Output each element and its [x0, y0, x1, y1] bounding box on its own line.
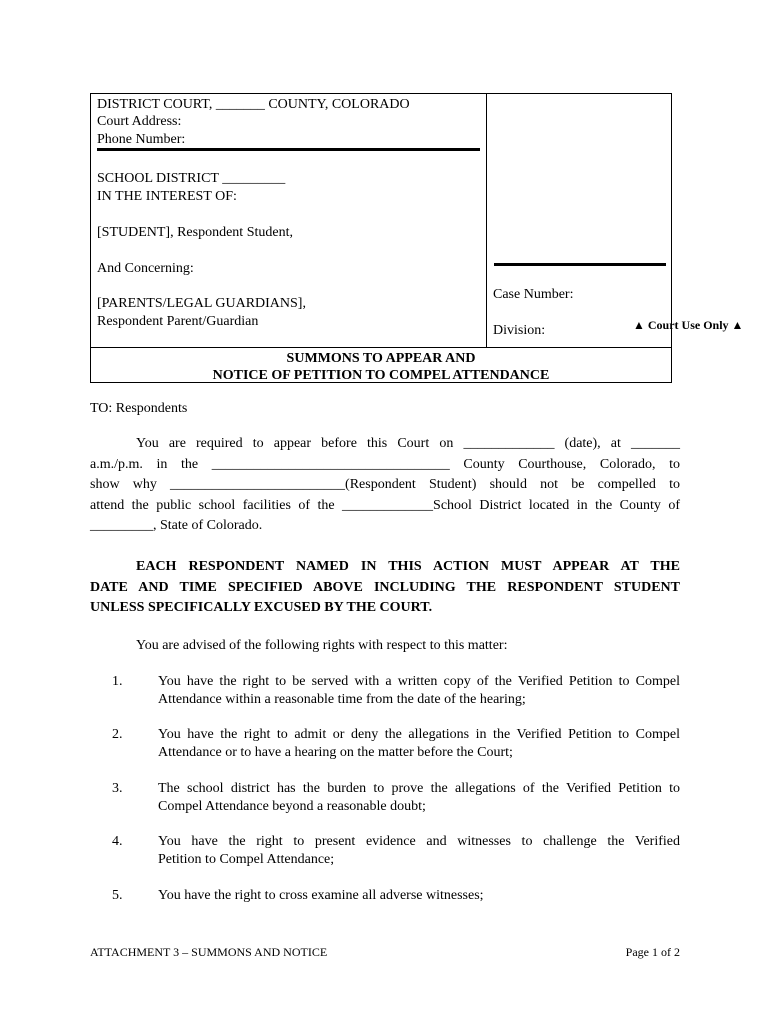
- right-item: [158, 833, 680, 869]
- parent-role: Respondent Parent/Guardian: [97, 314, 259, 329]
- parents-name: [PARENTS/LEGAL GUARDIANS],: [97, 296, 306, 311]
- right-line: You have the right to present evidence and witnesses to challenge the Verified: [158, 834, 680, 849]
- right-number: 3.: [112, 781, 123, 796]
- para-line: attend the public school facilities of the _____________School District located in the County of: [90, 497, 680, 513]
- division-label: Division:: [493, 323, 546, 338]
- right-line: You have the right to be served with a written copy of the Verified Petition to Compel: [158, 674, 680, 689]
- right-number: 5.: [112, 888, 123, 903]
- warning-line: EACH RESPONDENT NAMED IN THIS ACTION MUST APPEAR AT THE: [136, 559, 680, 574]
- title-line-1: SUMMONS TO APPEAR AND: [286, 351, 476, 366]
- right-line: Attendance or to have a hearing on the matter before the Court;: [158, 745, 513, 760]
- court-line: DISTRICT COURT, _______ COUNTY, COLORADO: [97, 97, 410, 112]
- caption-right-cell: [487, 94, 671, 347]
- right-line: Attendance within a reasonable time from the date of the hearing;: [158, 692, 526, 707]
- right-item: [158, 673, 680, 709]
- right-item: [158, 887, 680, 905]
- school-district: SCHOOL DISTRICT _________: [97, 171, 286, 186]
- para-line: You are required to appear before this Court on _____________ (date), at _______: [136, 436, 680, 451]
- phone-number: Phone Number:: [97, 132, 186, 147]
- right-line: The school district has the burden to prove the allegations of the Verified Petition to: [158, 781, 680, 796]
- para-line: show why _________________________(Respondent Student) should not be compelled to: [90, 477, 680, 492]
- and-concerning: And Concerning:: [97, 261, 194, 276]
- advised-intro: You are advised of the following rights with respect to this matter:: [136, 638, 508, 653]
- appearance-warning: [90, 557, 680, 619]
- in-interest-of: IN THE INTEREST OF:: [97, 189, 237, 204]
- warning-line: UNLESS SPECIFICALLY EXCUSED BY THE COURT.: [90, 600, 433, 615]
- caption-divider: [97, 148, 480, 151]
- right-number: 1.: [112, 674, 123, 689]
- para-line: _________, State of Colorado.: [90, 518, 263, 533]
- caption-box: [90, 93, 672, 383]
- title-line-2: NOTICE OF PETITION TO COMPEL ATTENDANCE: [212, 368, 550, 383]
- right-item: [158, 726, 680, 762]
- footer-left: ATTACHMENT 3 – SUMMONS AND NOTICE: [90, 945, 328, 959]
- warning-line: DATE AND TIME SPECIFIED ABOVE INCLUDING THE RESPONDENT STUDENT: [90, 579, 680, 595]
- right-number: 4.: [112, 834, 123, 849]
- right-line: Petition to Compel Attendance;: [158, 852, 335, 867]
- page-number: Page 1 of 2: [625, 945, 680, 959]
- document-title: [91, 347, 671, 382]
- to-respondents: TO: Respondents: [90, 401, 188, 416]
- case-number-label: Case Number:: [493, 287, 574, 302]
- caption-left-cell: [91, 94, 487, 347]
- court-use-divider: [494, 263, 666, 266]
- right-item: [158, 780, 680, 816]
- right-line: You have the right to cross examine all adverse witnesses;: [158, 888, 484, 903]
- right-number: 2.: [112, 727, 123, 742]
- student-name: [STUDENT], Respondent Student,: [97, 225, 293, 240]
- court-use-only-label: ▲ Court Use Only ▲: [633, 318, 744, 332]
- summons-paragraph: [90, 434, 680, 537]
- right-line: You have the right to admit or deny the allegations in the Verified Petition to Compel: [158, 727, 680, 742]
- para-line: a.m./p.m. in the __________________________________ County Courthouse, Colorado, to: [90, 456, 680, 472]
- court-address: Court Address:: [97, 114, 182, 129]
- right-line: Compel Attendance beyond a reasonable doubt;: [158, 799, 426, 814]
